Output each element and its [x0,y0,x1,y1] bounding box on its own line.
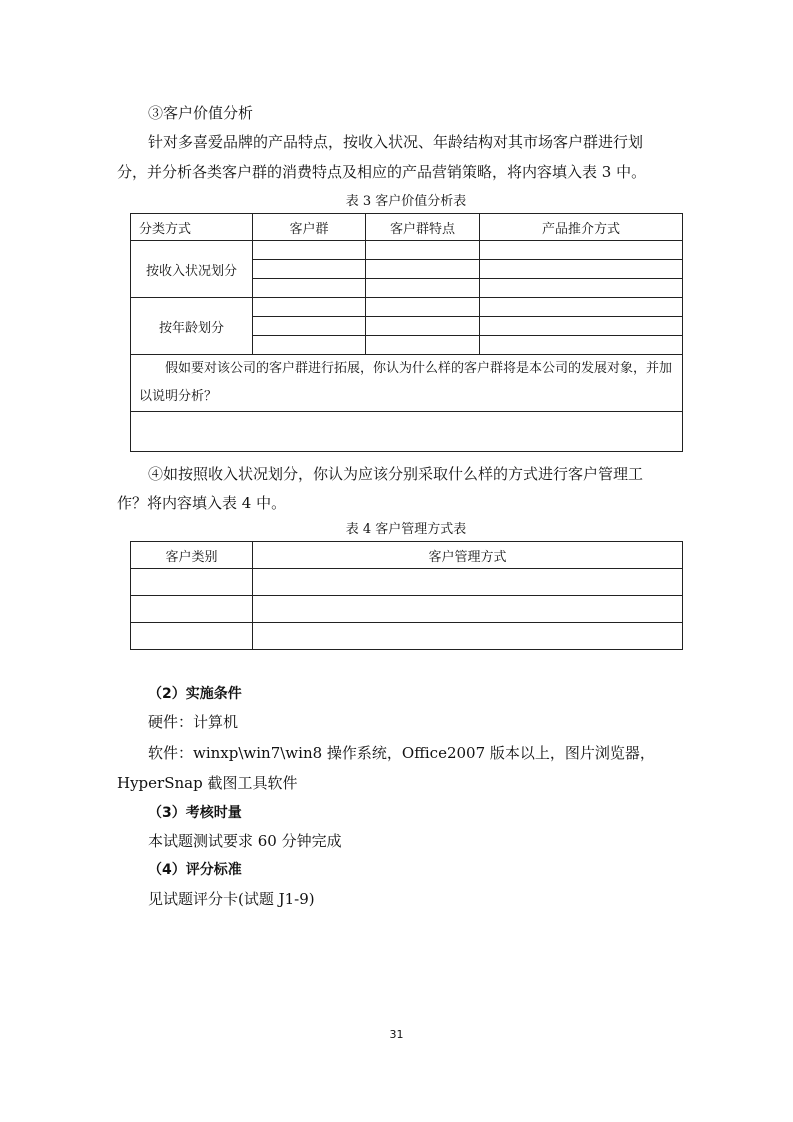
empty-cell [480,241,683,260]
empty-cell [480,260,683,279]
table-header-row [131,542,683,569]
paragraph-line: 分，并分析各类客户群的消费特点及相应的产品营销策略，将内容填入表 3 中。 [117,163,647,181]
software-text-cont: HyperSnap 截图工具软件 [117,774,298,792]
header-cell: 客户管理方式 [253,542,683,569]
empty-cell [366,241,480,260]
paragraph-line: 作？将内容填入表 4 中。 [117,494,287,512]
table-row [131,569,683,596]
table3-caption: 表 3 客户价值分析表 [345,194,467,209]
hardware-text: 硬件：计算机 [148,713,239,731]
table-header-row [131,214,683,241]
empty-cell [253,241,366,260]
header-cell: 产品推介方式 [480,214,683,241]
empty-cell [253,336,366,355]
answer-row [131,412,683,452]
paragraph-line: ④如按照收入状况划分，你认为应该分别采取什么样的方式进行客户管理工 [148,465,644,483]
table4-caption: 表 4 客户管理方式表 [345,522,467,537]
empty-cell [131,596,253,623]
software-text: 软件：winxp\win7\win8 操作系统，Office2007 版本以上，图片浏览器， [148,744,655,762]
time-text: 本试题测试要求 60 分钟完成 [148,832,342,850]
table-row [131,596,683,623]
empty-cell [366,317,480,336]
group-label-income: 按收入状况划分 [131,241,253,298]
empty-cell [366,298,480,317]
empty-cell [131,623,253,650]
empty-answer-cell [131,412,683,452]
header-cell: 客户群 [253,214,366,241]
empty-cell [253,317,366,336]
table-row [131,298,683,317]
empty-cell [480,336,683,355]
section-heading-scoring: （4）评分标准 [148,862,242,878]
empty-cell [253,596,683,623]
section-heading-time: （3）考核时量 [148,805,242,821]
header-cell: 客户类别 [131,542,253,569]
customer-value-table [130,213,683,452]
section-heading-conditions: （2）实施条件 [148,686,242,702]
empty-cell [253,298,366,317]
empty-cell [366,336,480,355]
question-row [131,355,683,412]
empty-cell [366,260,480,279]
empty-cell [131,569,253,596]
empty-cell [480,317,683,336]
page-number: 31 [389,1028,404,1041]
expansion-question: 假如要对该公司的客户群进行拓展，你认为什么样的客户群将是本公司的发展对象，并加以说明分析？ [131,355,683,412]
empty-cell [253,623,683,650]
empty-cell [366,279,480,298]
paragraph-line: 针对多喜爱品牌的产品特点，按收入状况、年龄结构对其市场客户群进行划 [148,133,644,151]
table-row [131,241,683,260]
customer-management-table [130,541,683,650]
empty-cell [253,260,366,279]
table-row [131,623,683,650]
header-cell: 客户群特点 [366,214,480,241]
empty-cell [480,298,683,317]
group-label-age: 按年龄划分 [131,298,253,355]
empty-cell [253,569,683,596]
empty-cell [480,279,683,298]
empty-cell [253,279,366,298]
header-cell: 分类方式 [131,214,253,241]
scoring-text: 见试题评分卡(试题 J1-9) [148,890,315,908]
section-heading-customer-value: ③客户价值分析 [148,104,254,122]
